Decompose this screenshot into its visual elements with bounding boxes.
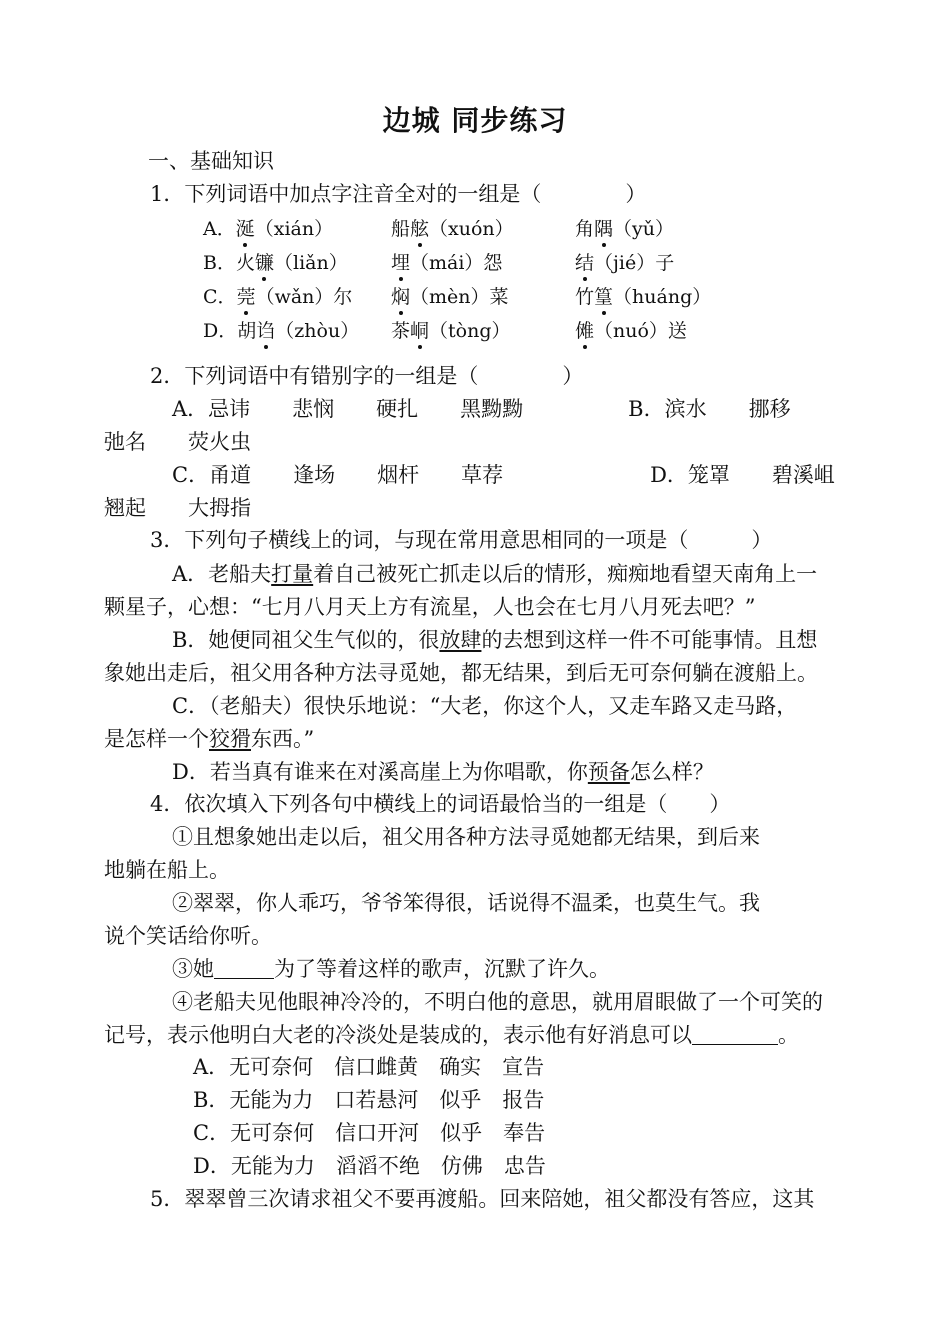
option-label: D． (203, 320, 238, 342)
pinyin-annotation: （liǎn） (274, 252, 348, 274)
question-3-option-a (172, 562, 817, 587)
word-prefix: 竹 (575, 286, 595, 308)
option-text: 是怎样一个 (104, 727, 209, 751)
word-prefix: 茶 (391, 320, 411, 342)
dotted-character: 篁 (594, 286, 614, 308)
dotted-character: 焖 (391, 286, 411, 308)
option-text: 怎么样？ (629, 760, 714, 784)
option-word (203, 218, 333, 241)
pinyin-annotation: （zhòu） (275, 320, 360, 342)
question-2-option-line: A．忌讳 悲悯 硬扎 黑黝黝 B．滨水 挪移 (172, 397, 791, 421)
dotted-character: 傩 (575, 320, 595, 342)
question-4-option: D．无能为力 滔滔不绝 仿佛 忠告 (193, 1154, 546, 1178)
option-label: B． (203, 252, 236, 274)
dotted-character: 峒 (410, 320, 430, 342)
question-4-sentence-4: ④老船夫见他眼神冷冷的，不明白他的意思，就用眉眼做了一个可笑的 (172, 990, 823, 1014)
underlined-word: 打量 (271, 562, 314, 586)
sentence-text: ③她 (172, 957, 214, 981)
option-text: B．她便同祖父生气似的，很 (172, 628, 440, 652)
question-4-sentence-3 (172, 957, 610, 982)
underlined-word: 预备 (587, 760, 630, 784)
dotted-character: 结 (575, 252, 595, 274)
question-4-sentence-4-cont (104, 1023, 799, 1048)
question-4-option: A．无可奈何 信口雌黄 确实 宣告 (193, 1055, 545, 1079)
option-word (203, 286, 352, 309)
word-prefix: 胡 (237, 320, 257, 342)
pinyin-annotation: （nuó）送 (594, 320, 687, 342)
question-3-option-b (172, 628, 817, 653)
underlined-word: 狡猾 (209, 727, 251, 751)
dotted-character: 镰 (254, 252, 274, 274)
option-word (203, 252, 348, 275)
question-4-sentence-2-cont: 说个笑话给你听。 (104, 924, 272, 948)
option-label: C． (203, 286, 237, 308)
option-word (575, 320, 687, 343)
question-2-option-line: C．甬道 逢场 烟杆 草荐 D．笼罩 碧溪岨 (172, 463, 835, 487)
question-3-option-c-cont (104, 727, 314, 752)
dotted-character: 涎 (235, 218, 255, 240)
underlined-word: 放肆 (439, 628, 482, 652)
pinyin-annotation: （mèn）菜 (410, 286, 509, 308)
question-1-option-row (203, 218, 923, 244)
option-word (391, 286, 509, 309)
question-4-option: C．无可奈何 信口开河 似乎 奉告 (193, 1121, 546, 1145)
dotted-character: 埋 (391, 252, 411, 274)
question-2-option-line: 弛名 荧火虫 (104, 430, 251, 454)
option-word (391, 218, 514, 241)
word-prefix: 火 (235, 252, 255, 274)
question-3-option-b-cont: 象她出走后，祖父用各种方法寻觅她，都无结果，到后无可奈何躺在渡船上。 (104, 661, 818, 685)
question-4-stem: 4．依次填入下列各句中横线上的词语最恰当的一组是（ ） (150, 792, 731, 816)
option-text: 东西。” (251, 727, 315, 751)
word-prefix: 角 (575, 218, 595, 240)
question-3-option-c: C．（老船夫）很快乐地说：“大老，你这个人，又走车路又走马路， (172, 694, 798, 718)
option-word (575, 252, 674, 275)
option-label: A． (203, 218, 236, 240)
option-text: A．老船夫 (172, 562, 272, 586)
question-4-sentence-2: ②翠翠，你人乖巧，爷爷笨得很，话说得不温柔，也莫生气。我 (172, 891, 760, 915)
dotted-character: 舷 (410, 218, 430, 240)
question-1-option-row (203, 320, 923, 346)
page-title: 边城 同步练习 (382, 104, 568, 137)
pinyin-annotation: （yǔ） (613, 218, 675, 240)
question-4-option: B．无能为力 口若悬河 似乎 报告 (193, 1088, 545, 1112)
pinyin-annotation: （xuón） (429, 218, 514, 240)
question-4-sentence-1: ①且想象她出走以后，祖父用各种方法寻觅她都无结果，到后来 (172, 825, 760, 849)
fill-blank (692, 1024, 778, 1045)
question-4-sentence-1-cont: 地躺在船上。 (104, 858, 230, 882)
option-text: D．若当真有谁来在对溪高崖上为你唱歌，你 (172, 760, 588, 784)
dotted-character: 诌 (256, 320, 276, 342)
option-word (391, 320, 511, 343)
question-2-option-line: 翘起 大拇指 (104, 496, 251, 520)
sentence-text: 。 (778, 1023, 799, 1047)
sentence-text: 记号，表示他明白大老的冷淡处是装成的，表示他有好消息可以 (104, 1023, 692, 1047)
option-word (575, 286, 711, 309)
option-word (203, 320, 359, 343)
pinyin-annotation: （wǎn）尔 (255, 286, 353, 308)
question-3-stem: 3．下列句子横线上的词，与现在常用意思相同的一项是（ ） (150, 528, 773, 552)
sentence-text: 为了等着这样的歌声，沉默了许久。 (274, 957, 610, 981)
question-3-option-d (172, 760, 714, 785)
section-heading: 一、基础知识 (148, 149, 274, 173)
option-text: 着自己被死亡抓走以后的情形，痴痴地看望天南角上一 (313, 562, 818, 586)
question-2-stem: 2．下列词语中有错别字的一组是（ ） (150, 364, 584, 388)
option-text: 的去想到这样一件不可能事情。且想 (481, 628, 818, 652)
pinyin-annotation: （xián） (254, 218, 334, 240)
option-word (391, 252, 502, 275)
fill-blank (214, 958, 274, 979)
pinyin-annotation: （huáng） (613, 286, 712, 308)
question-1-option-row (203, 252, 923, 278)
option-word (575, 218, 674, 241)
pinyin-annotation: （jié）子 (594, 252, 675, 274)
question-1-option-row (203, 286, 923, 312)
dotted-character: 隅 (594, 218, 614, 240)
word-prefix: 船 (391, 218, 411, 240)
question-1-stem: 1．下列词语中加点字注音全对的一组是（ ） (150, 182, 647, 206)
dotted-character: 莞 (236, 286, 256, 308)
pinyin-annotation: （tòng） (429, 320, 511, 342)
question-5-stem: 5．翠翠曾三次请求祖父不要再渡船。回来陪她，祖父都没有答应，这其 (150, 1187, 815, 1211)
question-3-option-a-cont: 颗星子，心想：“七月八月天上方有流星，人也会在七月八月死去吧？” (104, 595, 756, 619)
pinyin-annotation: （mái）怨 (410, 252, 503, 274)
